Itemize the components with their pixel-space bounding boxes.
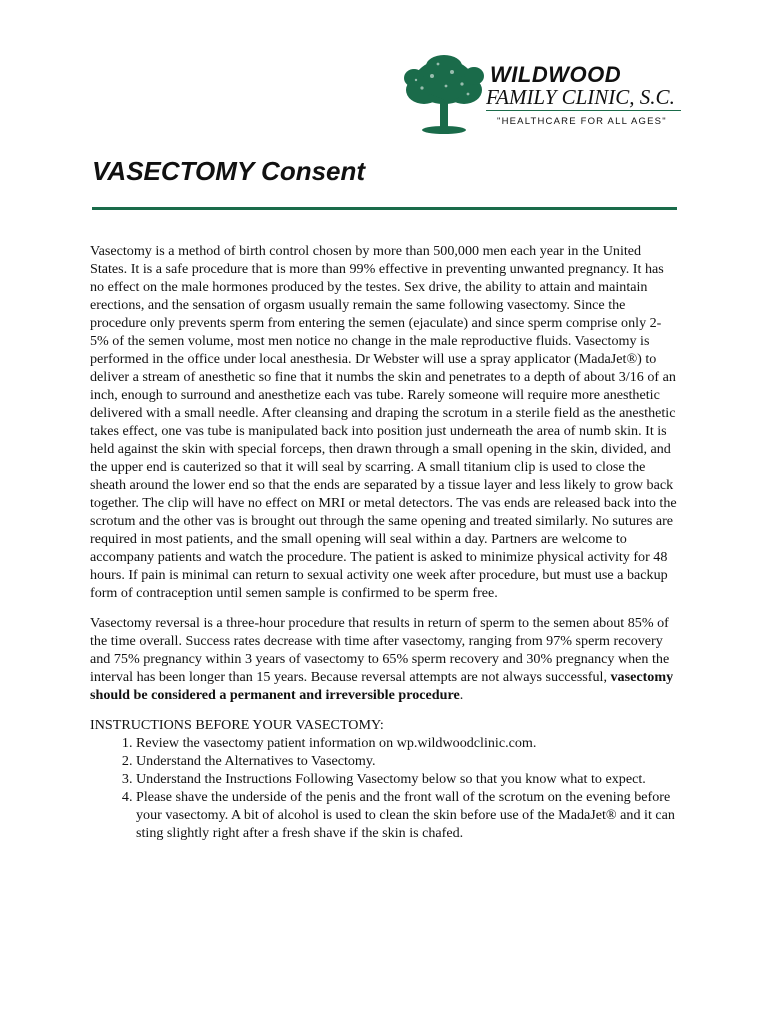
title-caps: VASECTOMY xyxy=(92,156,254,186)
instructions-heading: INSTRUCTIONS BEFORE YOUR VASECTOMY: xyxy=(90,717,384,733)
title-rest: Consent xyxy=(253,156,366,186)
reversal-end: . xyxy=(459,687,464,703)
clinic-logo xyxy=(402,52,682,136)
oak-tree-icon xyxy=(402,52,486,136)
instructions-list xyxy=(90,734,680,842)
reversal-text: Vasectomy reversal is a three-hour procedure that results in return of sperm to the semen about 85% of the time overall. Success rates decrease with time after vasectomy, ranging from 97% sperm recovery and 75% pregnancy within 3 years of vasectomy to 65% sperm recovery and 30% pregnancy when the interval has been longer than 15 years. Because reversal attempts are not always successful, xyxy=(90,615,670,685)
logo-tagline: "HEALTHCARE FOR ALL AGES" xyxy=(497,116,667,127)
permanent-warning: vasectomy should be considered a permanent and irreversible procedure xyxy=(90,669,674,703)
logo-divider xyxy=(486,110,681,111)
document-title xyxy=(92,156,365,187)
document-body xyxy=(90,242,680,842)
reversal-paragraph xyxy=(90,614,680,704)
vasectomy-description-paragraph: Vasectomy is a method of birth control chosen by more than 500,000 men each year in the United States. It is a safe procedure that is more than 99% effective in preventing unwanted pregnancy. It has no effect on the male hormones produced by the testes. Sex drive, the ability to attain and maintain erections, and the sensation of orgasm usually remain the same following vasectomy. Since the procedure only prevents sperm from entering the semen (ejaculate) and since sperm comprise only 2-5% of the semen volume, most men notice no change in the male reproductive fluids. Vasectomy is performed in the office under local anesthesia. Dr Webster will use a spray applicator (MadaJet®) to deliver a stream of anesthetic so fine that it numbs the skin and penetrates to a depth of about 3/16 of an inch, enough to surround and anesthetize each vas tube. Rarely someone will require more anesthetic delivered with a small needle. After cleansing and draping the scrotum in a sterile field as the anesthetic takes effect, one vas tube is manipulated back into position just underneath the area of numb skin. It is held against the skin with special forceps, then drawn through a small opening in the skin, divided, and the upper end is cauterized so that it will seal by scarring. A small titanium clip is used to close the sheath around the lower end so that the ends are separated by a tissue layer and less likely to grow back together. The clip will have no effect on MRI or metal detectors. The vas ends are released back into the scrotum and the other vas is brought out through the same opening and treated similarly. No sutures are required in most patients, and the small opening will seal within a day. Partners are welcome to accompany patients and watch the procedure. The patient is asked to minimize physical activity for 48 hours. If pain is minimal can return to sexual activity one week after procedure, but must use a backup form of contraception until semen sample is confirmed to be sperm free. xyxy=(90,243,677,601)
logo-clinic-subname: FAMILY CLINIC, S.C. xyxy=(486,85,675,109)
instruction-item: 3. Understand the Instructions Following Vasectomy below so that you know what to expect. xyxy=(136,770,680,788)
instruction-item: 1. Review the vasectomy patient information on wp.wildwoodclinic.com. xyxy=(136,734,680,752)
logo-clinic-name: WILDWOOD xyxy=(490,62,622,87)
title-underline xyxy=(92,207,677,210)
instruction-item: 2. Understand the Alternatives to Vasectomy. xyxy=(136,752,680,770)
instruction-item: 4. Please shave the underside of the penis and the front wall of the scrotum on the evening before your vasectomy. A bit of alcohol is used to clean the skin before use of the MadaJet® and it can sting slightly right after a fresh shave if the skin is chafed. xyxy=(136,788,680,842)
